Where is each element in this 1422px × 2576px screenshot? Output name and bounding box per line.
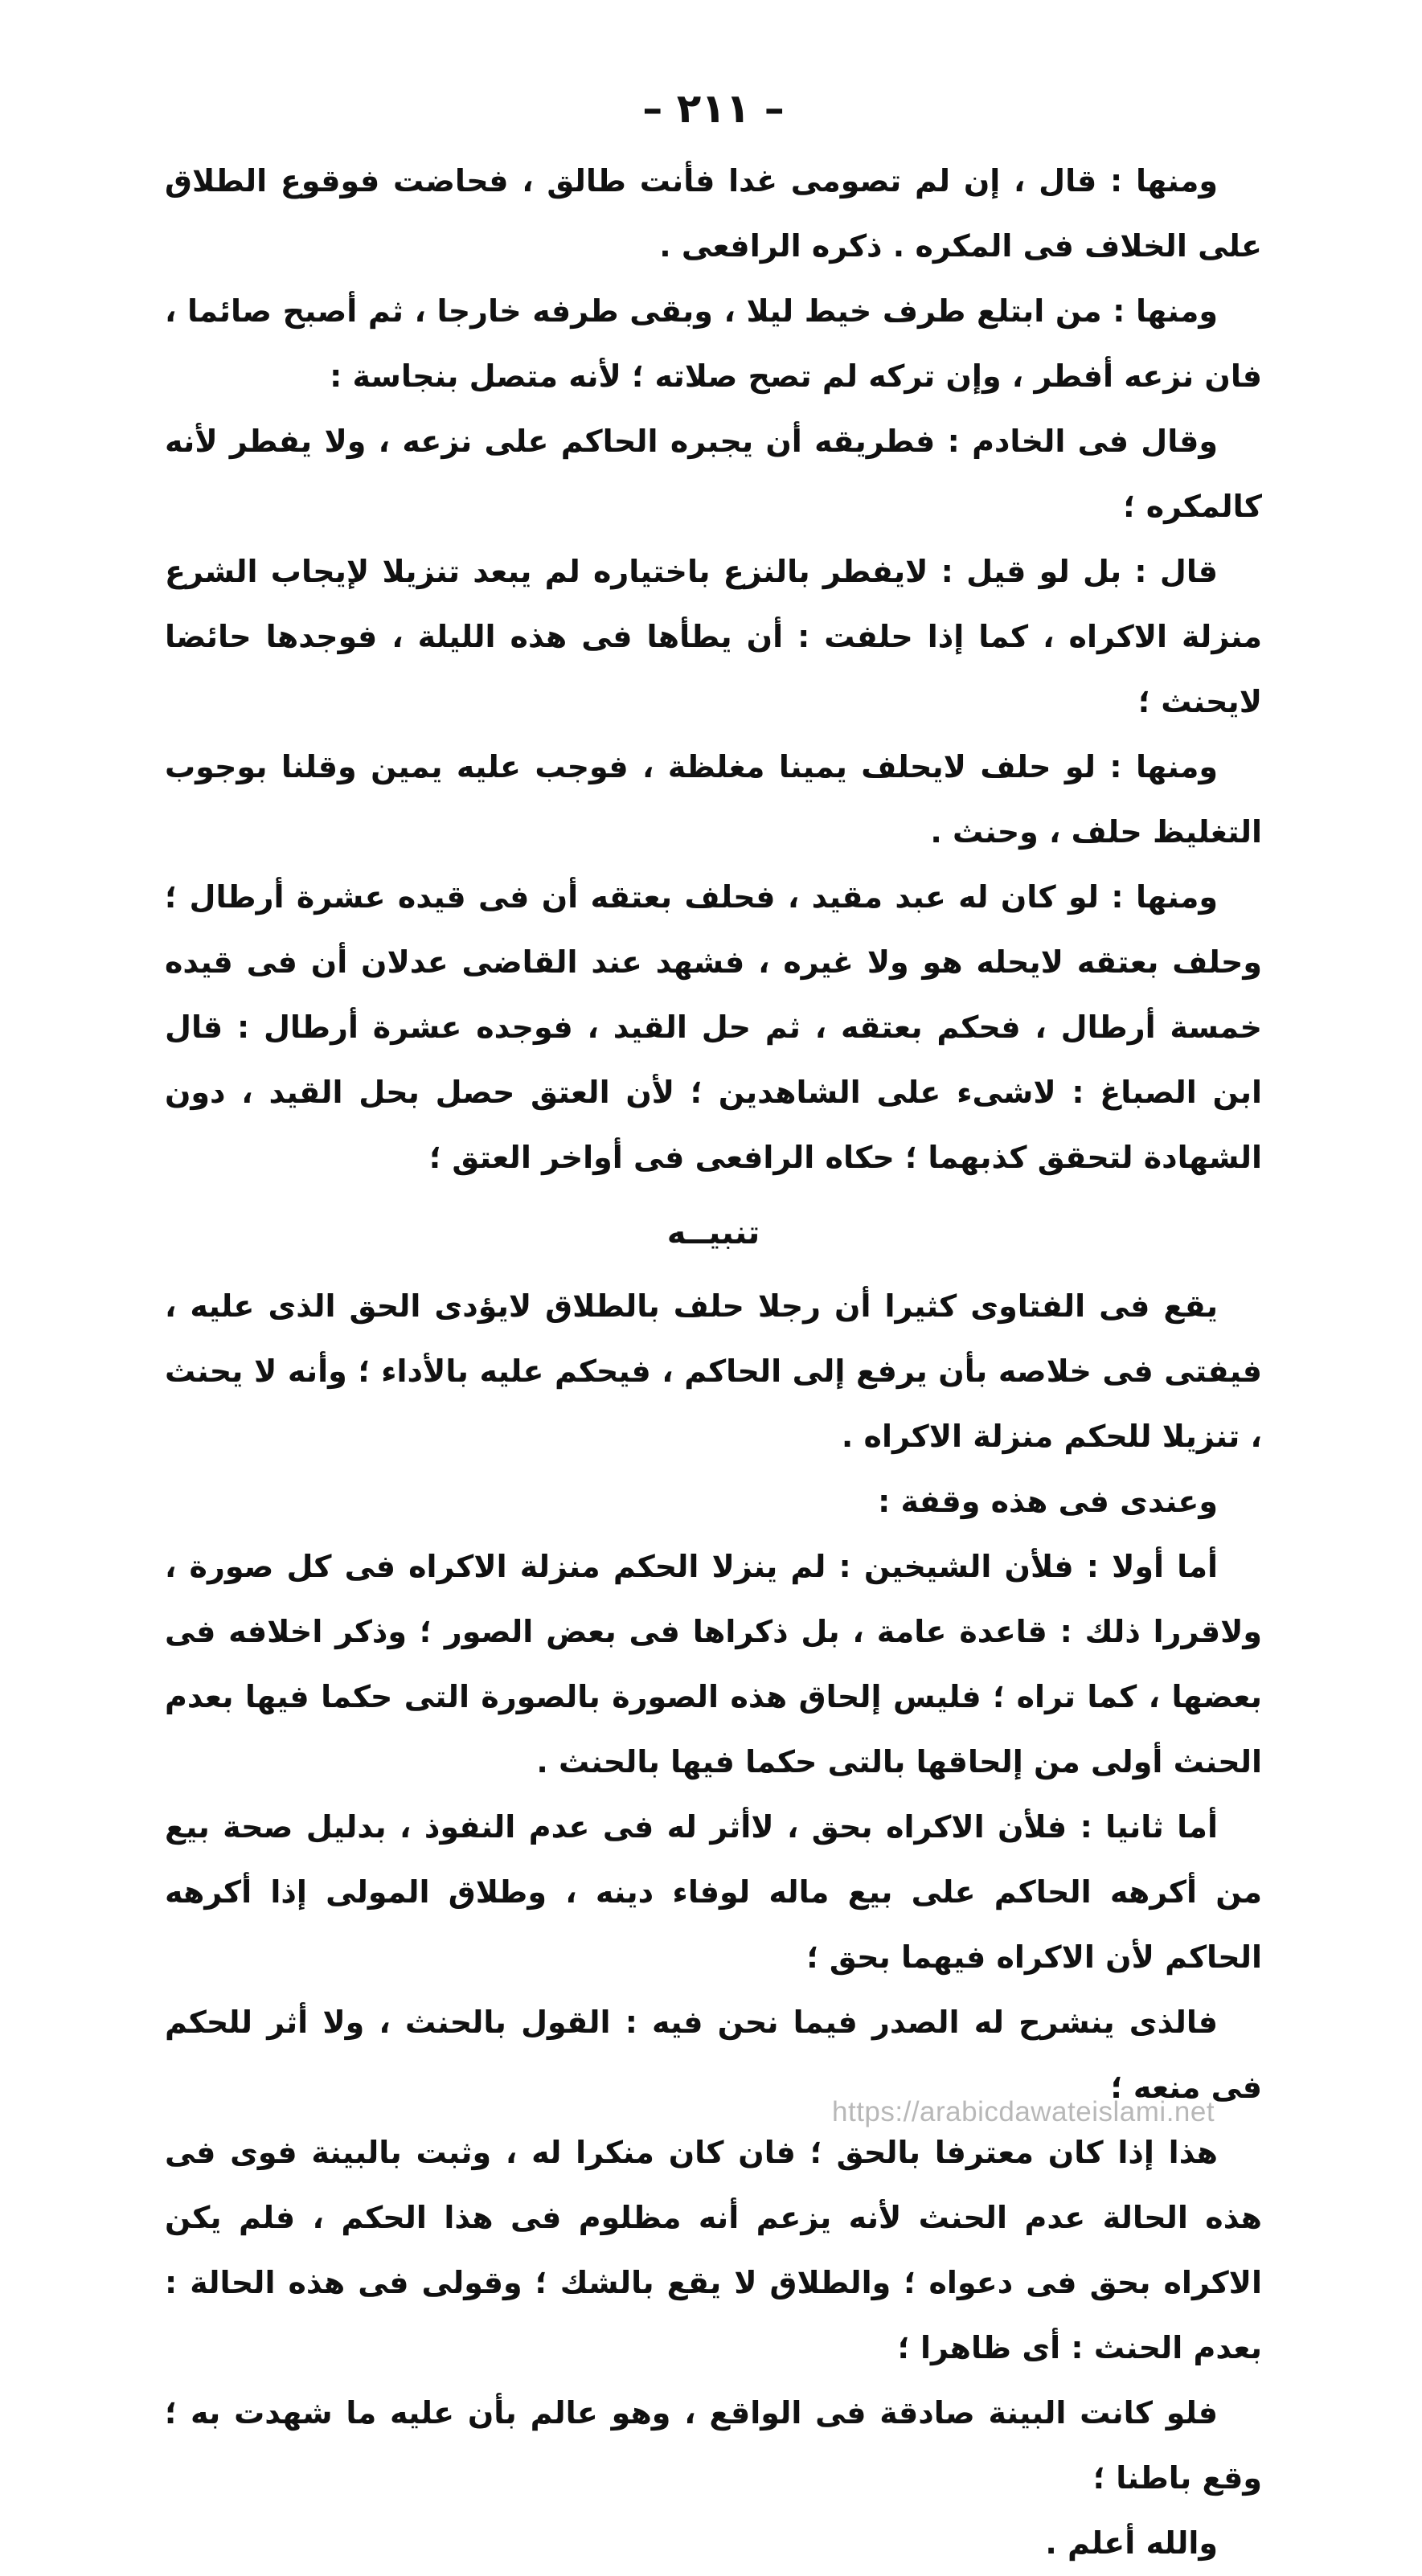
paragraph-khadim: وقال فى الخادم : فطريقه أن يجبره الحاكم على نزعه ، ولا يفطر لأنه كالمكره ؛ bbox=[165, 424, 1262, 524]
paragraph-wa-minha-1: ومنها : قال ، إن لم تصومى غدا فأنت طالق ، فحاضت فوقوع الطلاق على الخلاف فى المكره . ذكره الرافعى . bbox=[165, 163, 1262, 264]
paragraph-wa-minha-3: ومنها : لو حلف لايحلف يمينا مغلظة ، فوجب عليه يمين وقلنا بوجوب التغليظ حلف ، وحنث . bbox=[165, 749, 1262, 850]
paragraph-fatawa: يقع فى الفتاوى كثيرا أن رجلا حلف بالطلاق لايؤدى الحق الذى عليه ، فيفتى فى خلاصه بأن يرفع إلى الحاكم ، فيحكم عليه بالأداء ؛ وأنه لا يحنث ، تنزيلا للحكم منزلة الاكراه . bbox=[165, 1288, 1262, 1454]
page-number: – ٢١١ – bbox=[642, 85, 785, 132]
paragraph-waqfa: وعندى فى هذه وقفة : bbox=[878, 1484, 1218, 1519]
paragraph-conclusion: فالذى ينشرح له الصدر فيما نحن فيه : القول بالحنث ، ولا أثر للحكم فى منعه ؛ bbox=[165, 2005, 1262, 2105]
watermark-url: https://arabicdawateislami.net bbox=[832, 2096, 1215, 2128]
paragraph-mutarifan: هذا إذا كان معترفا بالحق ؛ فان كان منكرا له ، وثبت بالبينة فوى فى هذه الحالة عدم الحنث لأنه يزعم أنه مظلوم فى هذا الحكم ، فلم يكن الاكراه بحق فى دعواه ؛ والطلاق لا يقع بالشك ؛ وقولى فى هذه الحالة : بعدم الحنث : أى ظاهرا ؛ bbox=[165, 2135, 1262, 2365]
paragraph-awwalan: أما أولا : فلأن الشيخين : لم ينزلا الحكم منزلة الاكراه فى كل صورة ، ولاقررا ذلك : قاعدة عامة ، بل ذكراها فى بعض الصور ؛ وذكر اخلافه فى بعضها ، كما تراه ؛ فليس إلحاق هذه الصورة بالصورة التى حكما فيها بعدم الحنث أولى من إلحاقها بالتى حكما فيها بالحنث . bbox=[165, 1549, 1262, 1779]
book-page bbox=[165, 76, 1262, 2576]
paragraph-wa-minha-2: ومنها : من ابتلع طرف خيط ليلا ، وبقى طرفه خارجا ، ثم أصبح صائما ، فان نزعه أفطر ، وإن تركه لم تصح صلاته ؛ لأنه متصل بنجاسة : bbox=[165, 293, 1262, 394]
paragraph-thaniyan: أما ثانيا : فلأن الاكراه بحق ، لاأثر له فى عدم النفوذ ، بدليل صحة بيع من أكرهه الحاكم على بيع ماله لوفاء دينه ، وطلاق المولى إذا أكرهه الحاكم لأن الاكراه فيهما بحق ؛ bbox=[165, 1809, 1262, 1975]
paragraph-wa-minha-4: ومنها : لو كان له عبد مقيد ، فحلف بعتقه أن فى قيده عشرة أرطال ؛ وحلف بعتقه لايحله هو ولا غيره ، فشهد عند القاضى عدلان أن فى قيده خمسة أرطال ، فحكم بعتقه ، ثم حل القيد ، فوجده عشرة أرطال : قال ابن الصباغ : لاشىء على الشاهدين ؛ لأن العتق حصل بحل القيد ، دون الشهادة لتحقق كذبهما ؛ حكاه الرافعى فى أواخر العتق ؛ bbox=[165, 879, 1262, 1175]
paragraph-qala: قال : بل لو قيل : لايفطر بالنزع باختياره لم يبعد تنزيلا لإيجاب الشرع منزلة الاكراه ، كما إذا حلفت : أن يطأها فى هذه الليلة ، فوجدها حائضا لايحنث ؛ bbox=[165, 554, 1262, 719]
paragraph-closing: والله أعلم . bbox=[1045, 2525, 1218, 2561]
section-heading: تنبيــه bbox=[666, 1214, 760, 1251]
paragraph-bayyina: فلو كانت البينة صادقة فى الواقع ، وهو عالم بأن عليه ما شهدت به ؛ وقع باطنا ؛ bbox=[165, 2395, 1262, 2496]
